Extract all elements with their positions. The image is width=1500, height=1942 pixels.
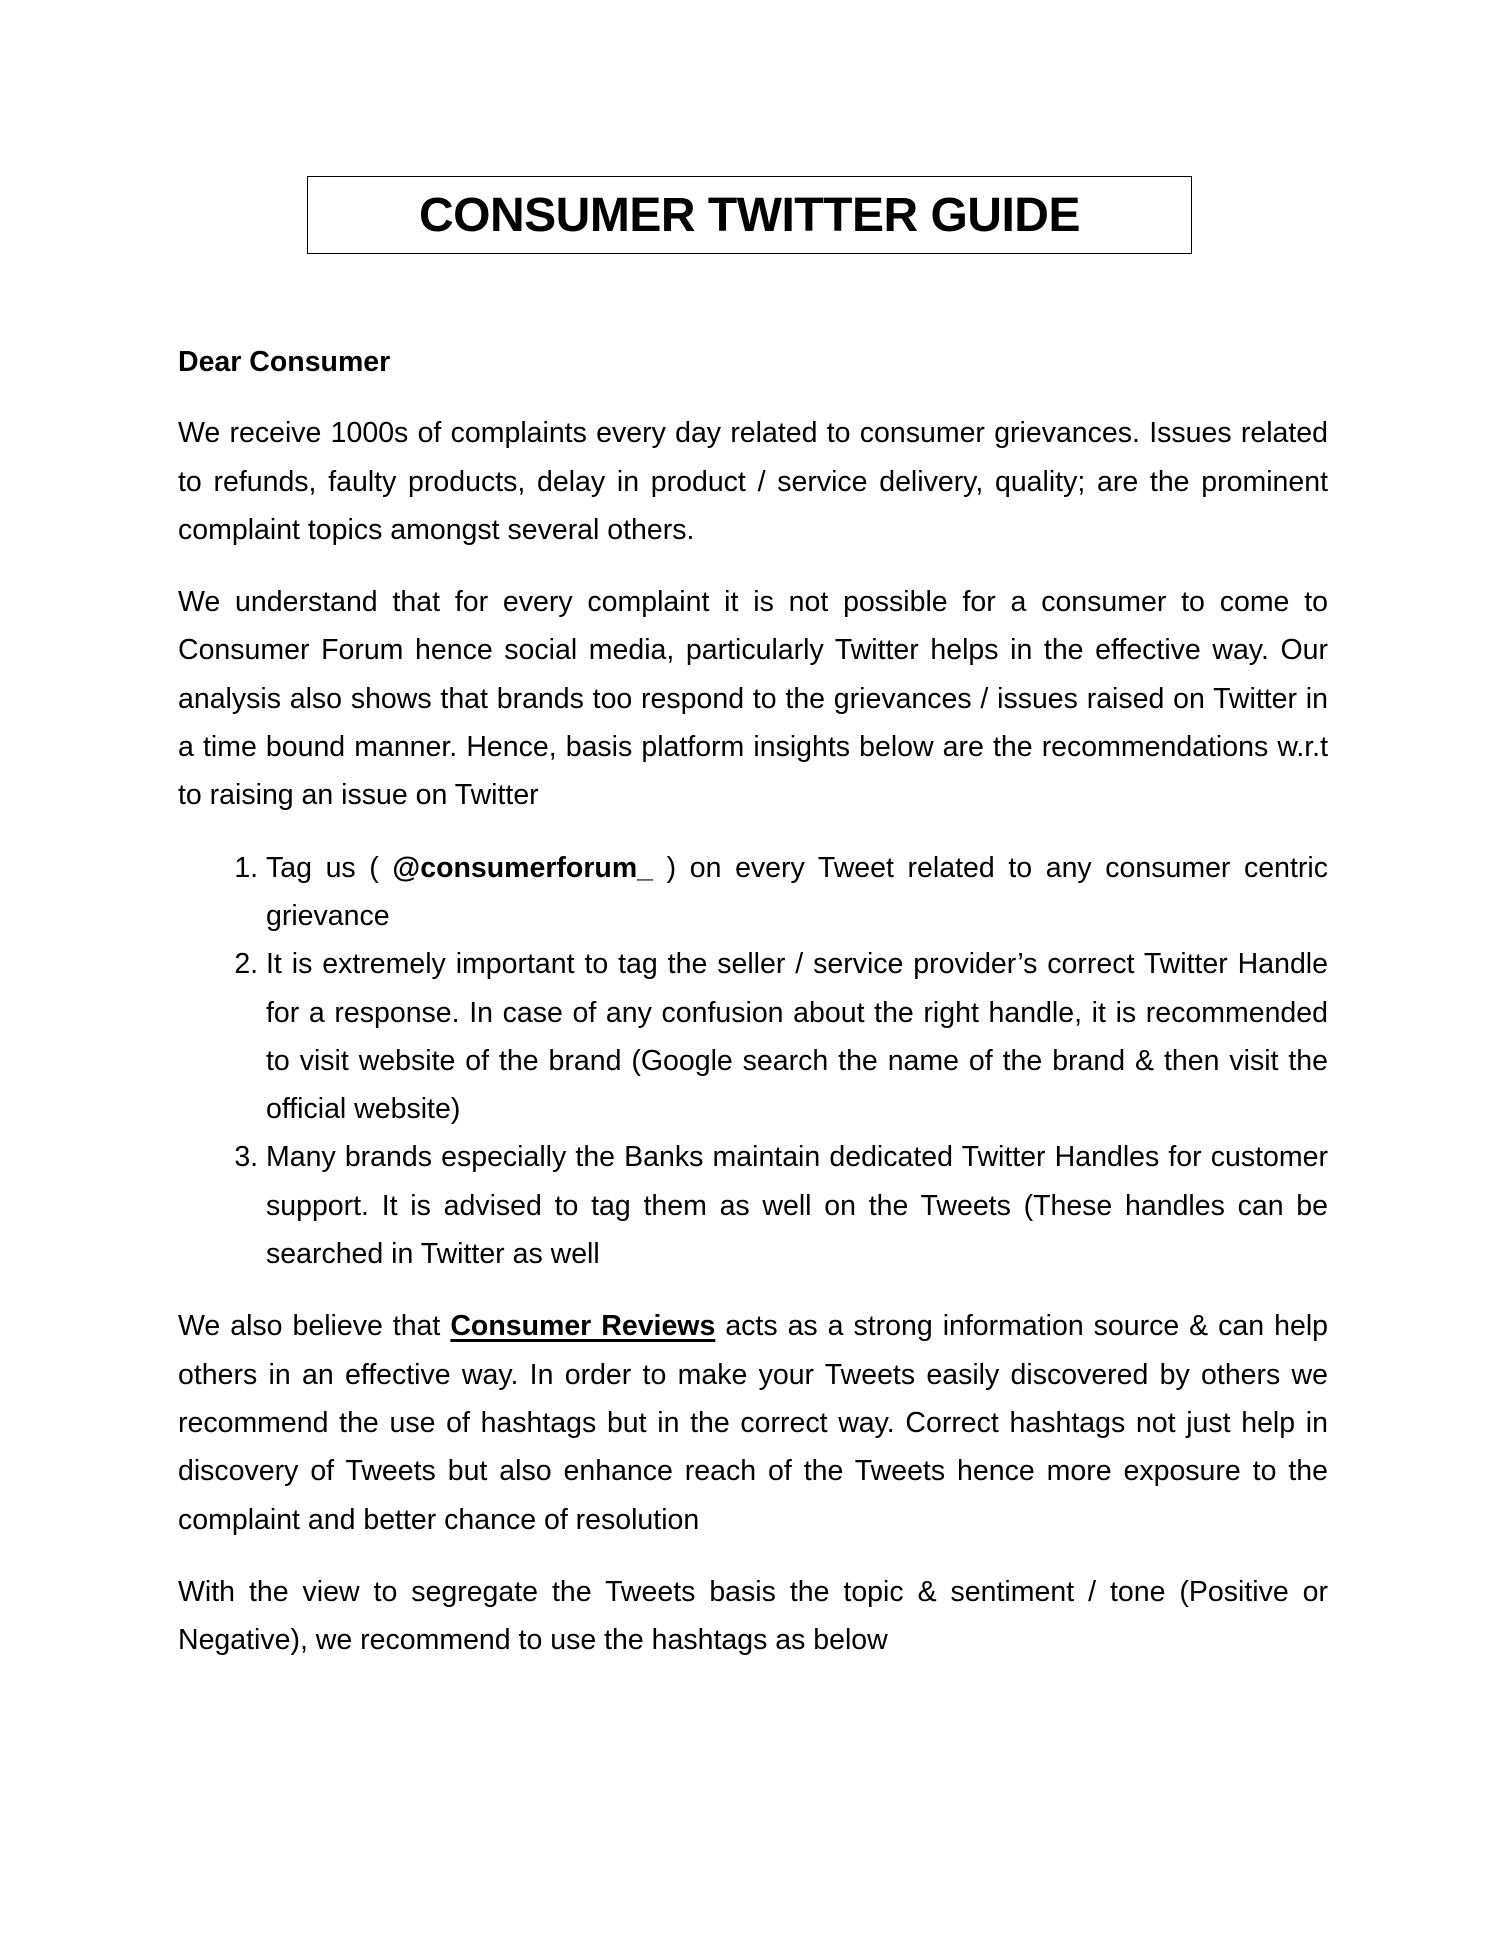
reviews-text: acts as a strong information source & can help others in an effective way. In order to make your Tweets easily discovered by others we recommend the use of hashtags but in the correct way. Correct hashtags not just help in discovery of Tweets but also enhance reach of the Tweets hence more exposure to the complaint and better chance of resolution bbox=[178, 1310, 1329, 1536]
consumer-reviews-emphasis: Consumer Reviews bbox=[450, 1310, 716, 1343]
document-title: CONSUMER TWITTER GUIDE bbox=[419, 189, 1080, 242]
intro-paragraph: We receive 1000s of complaints every day related to consumer grievances. Issues related to refunds, faulty products, delay in product / service delivery, quality; are the prominent complaint topics amongst several others. bbox=[178, 417, 1328, 546]
salutation: Dear Consumer bbox=[178, 346, 391, 378]
recommendation-text: ) on every Tweet related to any consumer centric grievance bbox=[266, 851, 1328, 932]
twitter-paragraph: We understand that for every complaint it is not possible for a consumer to come to Consumer Forum hence social media, particularly Twitter helps in the effective way. Our analysis also shows that brands too respond to the grievances / issues raised on Twitter in a time bound manner. Hence, basis platform insights below are the recommendations w.r.t to raising an issue on Twitter bbox=[178, 586, 1328, 812]
recommendation-text: Many brands especially the Banks maintain dedicated Twitter Handles for customer support. It is advised to tag them as well on the Tweets (These handles can be searched in Twitter as well bbox=[266, 1141, 1328, 1271]
title-box bbox=[307, 176, 1192, 254]
hashtags-paragraph: With the view to segregate the Tweets basis the topic & sentiment / tone (Positive or Negative), we recommend to use the hashtags as below bbox=[178, 1575, 1328, 1657]
recommendation-item bbox=[266, 844, 1328, 941]
reviews-text: We also believe that bbox=[178, 1310, 451, 1343]
recommendation-item bbox=[266, 940, 1328, 1133]
recommendation-item bbox=[266, 1133, 1328, 1278]
reviews-paragraph bbox=[178, 1302, 1328, 1543]
twitter-handle: @consumerforum_ bbox=[392, 851, 654, 884]
recommendation-text: It is extremely important to tag the seller / service provider’s correct Twitter Handle for a response. In case of any confusion about the right handle, it is recommended to visit website of the brand (Google search the name of the brand & then visit the official website) bbox=[266, 948, 1328, 1126]
document-body bbox=[178, 338, 1328, 1688]
recommendation-text: Tag us ( bbox=[266, 851, 393, 884]
recommendations-list bbox=[178, 844, 1328, 1279]
